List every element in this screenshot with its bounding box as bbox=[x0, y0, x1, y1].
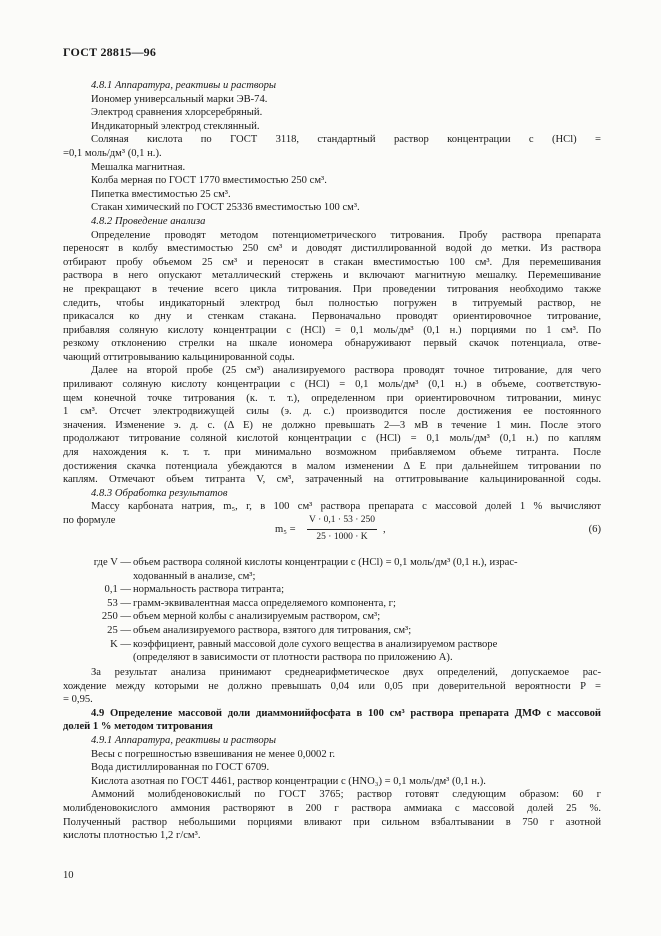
text-line: 4.8.2 Проведение анализа bbox=[91, 215, 206, 227]
text-line: раствора в него опускают металлический стержень и включают магнитную мешалку. Перемешивание bbox=[63, 270, 601, 282]
text-line: Массу карбоната натрия, m₅, г, в 100 см³ раствора препарата с массовой долей 1 % вычисляют bbox=[91, 501, 601, 513]
text-line: За результат анализа принимают среднеарифметическое двух определений, допускаемое рас- bbox=[91, 667, 601, 678]
definition-row bbox=[63, 624, 601, 638]
text-line: по формуле bbox=[63, 515, 116, 526]
text-line: =0,1 моль/дм³ (0,1 н.). bbox=[63, 147, 162, 159]
text-line: Колба мерная по ГОСТ 1770 вместимостью 250 см³. bbox=[91, 175, 327, 187]
definition-row bbox=[63, 651, 601, 665]
definition-symbol: где V — bbox=[93, 557, 131, 568]
text-line: Полученный раствор небольшими порциями вливают при сильном взбалтывании в 750 г азотной bbox=[63, 816, 601, 828]
page-number: 10 bbox=[63, 870, 74, 881]
definition-row bbox=[63, 570, 601, 584]
text-line: Стакан химический по ГОСТ 25336 вместимостью 100 см³. bbox=[91, 202, 360, 214]
document-header: ГОСТ 28815—96 bbox=[63, 45, 157, 59]
text-line: значения. Изменение э. д. с. (Δ E) не должно превышать 2—3 мВ в течение 1 мин. После этого bbox=[63, 419, 601, 431]
definition-text: объем мерной колбы с анализируемым раствором, см³; bbox=[133, 611, 381, 623]
definition-text: объем анализируемого раствора, взятого для титрования, см³; bbox=[133, 624, 412, 636]
definition-row bbox=[63, 610, 601, 624]
text-line: прибавляя соляную кислоту концентрации c (HCl) = 0,1 моль/дм³ (0,1 н.) порциями по 1 см³. По bbox=[63, 324, 601, 336]
definition-symbol: 25 — bbox=[107, 624, 131, 636]
text-line: кислоты плотностью 1,2 г/см³. bbox=[63, 830, 201, 842]
text-line: Аммоний молибденовокислый по ГОСТ 3765; раствор готовят следующим образом: 60 г bbox=[91, 789, 601, 801]
text-line: прикасался ко дну и стенкам стакана. Первоначально проводят ориентировочное титрование, bbox=[63, 311, 601, 323]
formula-number: (6) bbox=[588, 524, 601, 535]
definition-symbol: 53 — bbox=[107, 597, 131, 609]
text-line: щем конечной точке титрования (к. т. т.), определенном при ориентировочном титровании, минус bbox=[63, 392, 601, 404]
definition-text: коэффициент, равный массовой доле сухого вещества в анализируемом растворе bbox=[133, 638, 498, 650]
text-line: 4.9.1 Аппаратура, реактивы и растворы bbox=[91, 734, 277, 746]
definition-symbol: 250 — bbox=[101, 611, 131, 623]
text-line: не прекращают в течение всего цикла титрования. При проведении титрования необходимо также bbox=[63, 283, 601, 295]
definition-text: ходованный в анализе, см³; bbox=[133, 570, 256, 582]
text-line: для нахождения к. т. т. при минимально возможном прибавляемом объеме титранта. После bbox=[63, 447, 601, 459]
text-line: 4.8.3 Обработка результатов bbox=[91, 487, 228, 499]
definition-row bbox=[63, 556, 601, 570]
text-line: Мешалка магнитная. bbox=[91, 161, 186, 173]
text-line: Соляная кислота по ГОСТ 3118, стандартный раствор концентрации c (HCl) = bbox=[91, 134, 601, 146]
text-line: Определение проводят методом потенциометрического титрования. Пробу раствора препарата bbox=[91, 229, 601, 241]
formula-definitions bbox=[63, 556, 601, 665]
text-line: = 0,95. bbox=[63, 694, 93, 706]
definition-text: грамм-эквивалентная масса определяемого компонента, г; bbox=[133, 597, 396, 609]
text-line: хождение между которыми не должно превышать 0,04 или 0,05 при доверительной вероятности P = bbox=[63, 680, 601, 692]
text-line: резкому отклонению стрелки на шкале иономера обнаруживают первый скачок потенциала, отве- bbox=[63, 338, 601, 350]
text-line: 4.9 Определение массовой доли диаммонийфосфата в 100 см³ раствора препарата ДМФ с массовой bbox=[91, 707, 601, 719]
text-line: чающий оттитровыванию кальцинированной соды. bbox=[63, 351, 295, 363]
text-line: переносят в колбу вместимостью 250 см³ и доводят дистиллированной водой до метки. Из раствора bbox=[63, 243, 601, 255]
definition-text: нормальность раствора титранта; bbox=[133, 584, 285, 596]
text-line: Весы с погрешностью взвешивания не менее 0,0002 г. bbox=[91, 748, 336, 760]
formula-denominator: 25 · 1000 · K bbox=[316, 531, 368, 542]
text-line: Далее на второй пробе (25 см³) анализируемого раствора проводят точное титрование, для чего bbox=[91, 365, 601, 377]
definition-text: (определяют в зависимости от плотности раствора по приложению А). bbox=[133, 652, 453, 664]
formula-numerator: V · 0,1 · 53 · 250 bbox=[307, 514, 377, 530]
formula-lhs: m₅ = bbox=[275, 524, 296, 535]
definition-row bbox=[63, 638, 601, 652]
text-line: следить, чтобы индикаторный электрод был полностью погружен в титруемый раствор, не bbox=[63, 297, 601, 309]
text-block-4-9 bbox=[63, 666, 601, 843]
text-line: долей 1 % методом титрования bbox=[63, 721, 213, 733]
text-line: Индикаторный электрод стеклянный. bbox=[91, 120, 260, 132]
text-line: продолжают титрование соляной кислотой концентрации c (HCl) = 0,1 моль/дм³ (0,1 н.) по каплям bbox=[63, 433, 601, 445]
text-line: 4.8.1 Аппаратура, реактивы и растворы bbox=[91, 80, 277, 91]
text-line: приливают соляную кислоту концентрации c (HCl) = 0,1 моль/дм³ (0,1 н.) в объеме, соответствую- bbox=[63, 379, 601, 391]
definition-row bbox=[63, 583, 601, 597]
text-line: Электрод сравнения хлорсеребряный. bbox=[91, 107, 263, 119]
definition-symbol: 0,1 — bbox=[104, 584, 131, 596]
text-line: 1 см³. Отсчет электродвижущей силы (э. д. с.) производится после достижения ее постоянного bbox=[63, 406, 601, 418]
text-line: каплям. Отмечают объем титранта V, см³, затраченный на оттитровывание кальцинированной соды. bbox=[63, 474, 601, 486]
text-line: Вода дистиллированная по ГОСТ 6709. bbox=[91, 762, 270, 774]
definition-row bbox=[63, 597, 601, 611]
text-line: Иономер универсальный марки ЭВ-74. bbox=[91, 93, 268, 105]
formula-6 bbox=[63, 514, 601, 546]
definition-symbol: K — bbox=[110, 638, 131, 650]
text-line: Пипетка вместимостью 25 см³. bbox=[91, 188, 231, 200]
definition-text: объем раствора соляной кислоты концентрации c (HCl) = 0,1 моль/дм³ (0,1 н.), израс- bbox=[133, 557, 518, 568]
text-block-4-8 bbox=[63, 79, 601, 528]
text-line: достижения скачка потенциала убеждаются в малом изменении Δ E при дальнейшем титровании по bbox=[63, 460, 601, 472]
text-line: Кислота азотная по ГОСТ 4461, раствор концентрации c (HNO₃) = 0,1 моль/дм³ (0,1 н.). bbox=[91, 775, 486, 787]
formula-fraction bbox=[307, 514, 377, 544]
formula-tail: , bbox=[383, 524, 386, 535]
text-line: молибденовокислого аммония растворяют в 200 г раствора аммиака с массовой долей 25 %. bbox=[63, 802, 601, 814]
text-line: отбирают пробу объемом 25 см³ и переносят в стакан вместимостью 100 см³. Для перемешивания bbox=[63, 256, 601, 268]
